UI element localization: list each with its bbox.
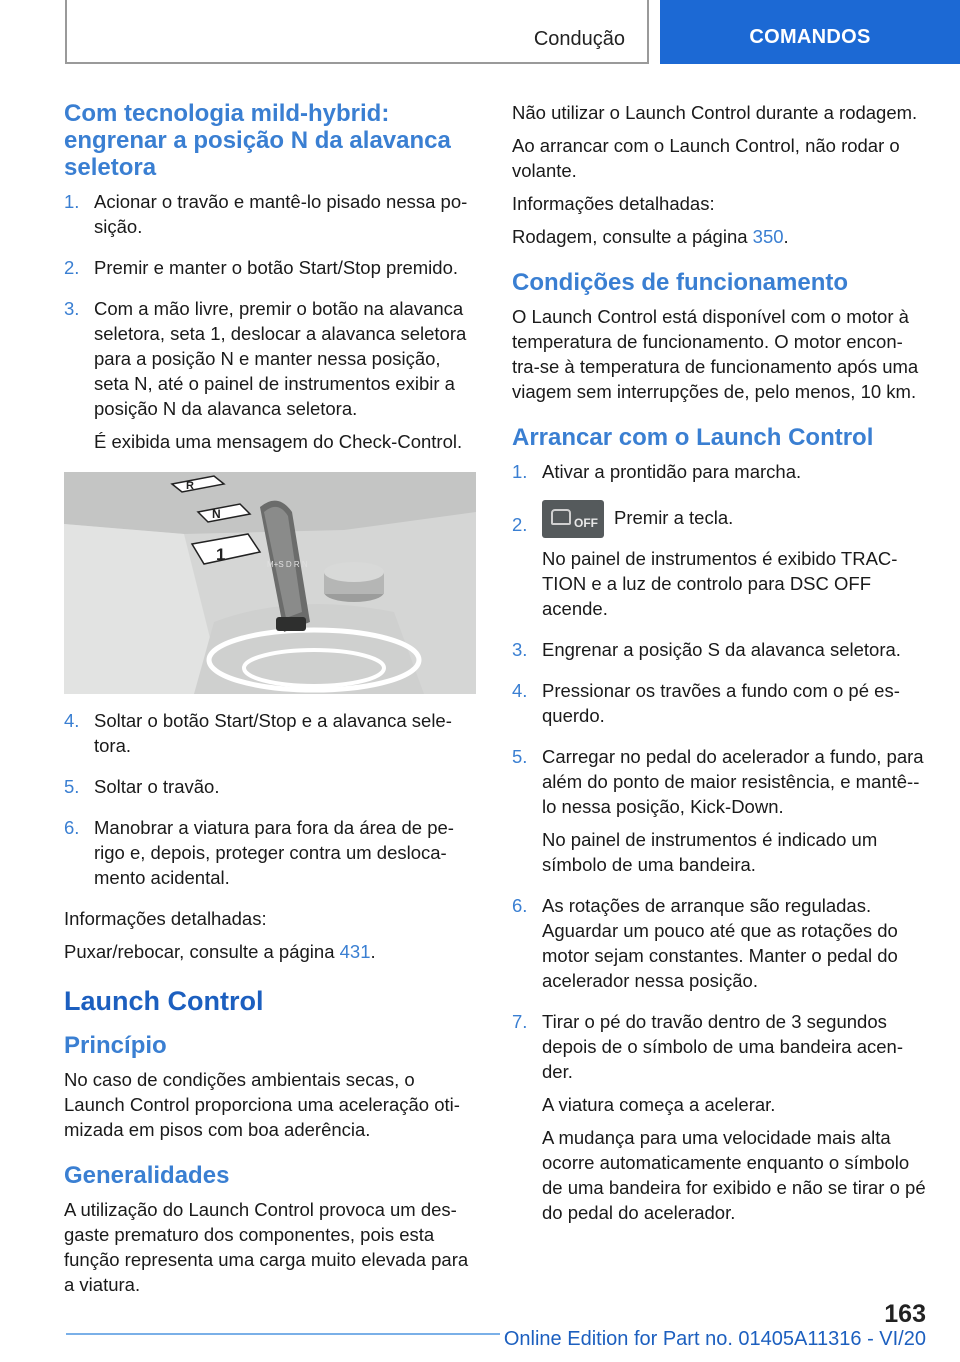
list-item xyxy=(512,459,930,492)
condicoes-text: O Launch Control está disponível com o motor à temperatura de funcionamento. O motor encon-tra-se à temperatura de funcionamento após uma viagem sem interrupções de, pelo menos, 10 km. xyxy=(512,306,919,402)
step-number: 4. xyxy=(512,680,528,701)
rodagem-warning: Não utilizar o Launch Control durante a rodagem. xyxy=(512,102,918,123)
arrow-n-label: N xyxy=(212,507,221,521)
step-text: Com a mão livre, premir o botão na alavanca seletora, seta 1, deslocar a alavanca seletora para a posição N e manter nessa posição, seta N, até o painel de instrumentos exibir a posição N da alavanca seletora. xyxy=(94,298,467,419)
step-number: 2. xyxy=(512,514,528,535)
step-note: É exibida uma mensagem do Check-Control. xyxy=(94,431,463,452)
list-item xyxy=(64,296,476,462)
right-column xyxy=(512,100,930,1241)
heading-generalidades: Generalidades xyxy=(64,1162,230,1189)
principio-text: No caso de condições ambientais secas, o Launch Control proporciona uma aceleração oti-mizada em pisos com boa aderência. xyxy=(64,1069,460,1140)
step-number: 7. xyxy=(512,1011,528,1032)
step-text: Acionar o travão e mantê-lo pisado nessa po-sição. xyxy=(94,191,468,237)
heading-launch-control: Launch Control xyxy=(64,986,264,1016)
info-text: Puxar/rebocar, consulte a página xyxy=(64,941,340,962)
list-item xyxy=(512,1009,930,1233)
step-text: As rotações de arranque são reguladas. Aguardar um pouco até que as rotações do motor sejam constantes. Manter o pedal do acelerador nessa posição. xyxy=(542,895,898,991)
list-item xyxy=(512,637,930,670)
step-note: A viatura começa a acelerar. xyxy=(542,1094,776,1115)
page-number: 163 xyxy=(884,1300,926,1328)
info-label: Informações detalhadas: xyxy=(64,908,267,929)
step-number: 3. xyxy=(512,639,528,660)
heading-mild-hybrid: Com tecnologia mild-hybrid: engrenar a posição N da alavanca seletora xyxy=(64,100,451,181)
step-text: Carregar no pedal do acelerador a fundo, para além do ponto de maior resistência, e mantê--lo nessa posição, Kick-Down. xyxy=(542,746,924,817)
step-text-content: Premir a tecla. xyxy=(614,506,734,528)
info-reference: Puxar/rebocar, consulte a página 431. xyxy=(64,941,376,962)
step-note: No painel de instrumentos é exibido TRAC-TION e a luz de controlo para DSC OFF acende. xyxy=(542,548,898,619)
step-text: Soltar o botão Start/Stop e a alavanca sele-tora. xyxy=(94,710,452,756)
footer-edition: Online Edition for Part no. 01405A11316 - VI/20 xyxy=(500,1328,926,1351)
step-number: 4. xyxy=(64,710,80,731)
list-item xyxy=(64,255,476,288)
step-number: 3. xyxy=(64,298,80,319)
step-text: Manobrar a viatura para fora da área de pe-rigo e, depois, proteger contra um desloca-mento acidental. xyxy=(94,817,454,888)
list-item xyxy=(512,678,930,736)
header-frame xyxy=(65,0,649,64)
step-text: Tirar o pé do travão dentro de 3 segundos depois de o símbolo de uma bandeira acen-der. xyxy=(542,1011,903,1082)
step-number: 6. xyxy=(64,817,80,838)
list-item xyxy=(512,893,930,1001)
list-item xyxy=(64,815,476,898)
list-item xyxy=(64,708,476,766)
left-column xyxy=(64,100,476,1305)
step-text: Engrenar a posição S da alavanca seletora. xyxy=(542,639,901,660)
knob-label: M+S D R N xyxy=(267,560,308,569)
step-note: A mudança para uma velocidade mais alta ocorre automaticamente enquanto o símbolo de uma bandeira for exibido e não se tirar o pé do pedal do acelerador. xyxy=(542,1127,926,1223)
step-note: No painel de instrumentos é indicado um símbolo de uma bandeira. xyxy=(542,829,878,875)
page-link-431[interactable]: 431 xyxy=(339,941,371,962)
generalidades-text: A utilização do Launch Control provoca um des-gaste prematuro dos componentes, pois esta função representa uma carga muito elevada para a viatura. xyxy=(64,1199,469,1295)
gear-selector-illustration xyxy=(64,472,476,694)
step-number: 5. xyxy=(512,746,528,767)
header-section-title: Condução xyxy=(533,28,625,50)
info-reference: Rodagem, consulte a página 350. xyxy=(512,226,789,247)
info-label: Informações detalhadas: xyxy=(512,193,715,214)
dsc-off-key-label: OFF xyxy=(574,516,598,530)
list-item xyxy=(64,774,476,807)
step-text: Premir e manter o botão Start/Stop premido. xyxy=(94,257,459,278)
arrow-r-label: R xyxy=(186,480,194,492)
list-item xyxy=(64,189,476,247)
gear-selector-drawing xyxy=(64,472,476,694)
step-number: 5. xyxy=(64,776,80,797)
step-number: 1. xyxy=(64,191,80,212)
page-link-350[interactable]: 350 xyxy=(752,226,784,247)
list-item xyxy=(512,500,930,629)
step-text: Ativar a prontidão para marcha. xyxy=(542,461,802,482)
step-text: Pressionar os travões a fundo com o pé es-querdo. xyxy=(542,680,900,726)
dsc-off-button-icon xyxy=(542,500,604,538)
list-item xyxy=(512,744,930,885)
volante-warning: Ao arrancar com o Launch Control, não rodar o volante. xyxy=(512,135,900,181)
heading-principio: Princípio xyxy=(64,1032,167,1059)
step-number: 1. xyxy=(512,461,528,482)
step-text xyxy=(542,500,930,538)
header-chapter-tab: COMANDOS xyxy=(660,0,960,64)
step-number: 6. xyxy=(512,895,528,916)
step-text: Soltar o travão. xyxy=(94,776,220,797)
heading-condicoes: Condições de funcionamento xyxy=(512,269,849,296)
arrow-1-label: 1 xyxy=(216,545,226,564)
info-text: Rodagem, consulte a página xyxy=(512,226,753,247)
step-number: 2. xyxy=(64,257,80,278)
heading-arrancar: Arrancar com o Launch Control xyxy=(512,424,874,451)
